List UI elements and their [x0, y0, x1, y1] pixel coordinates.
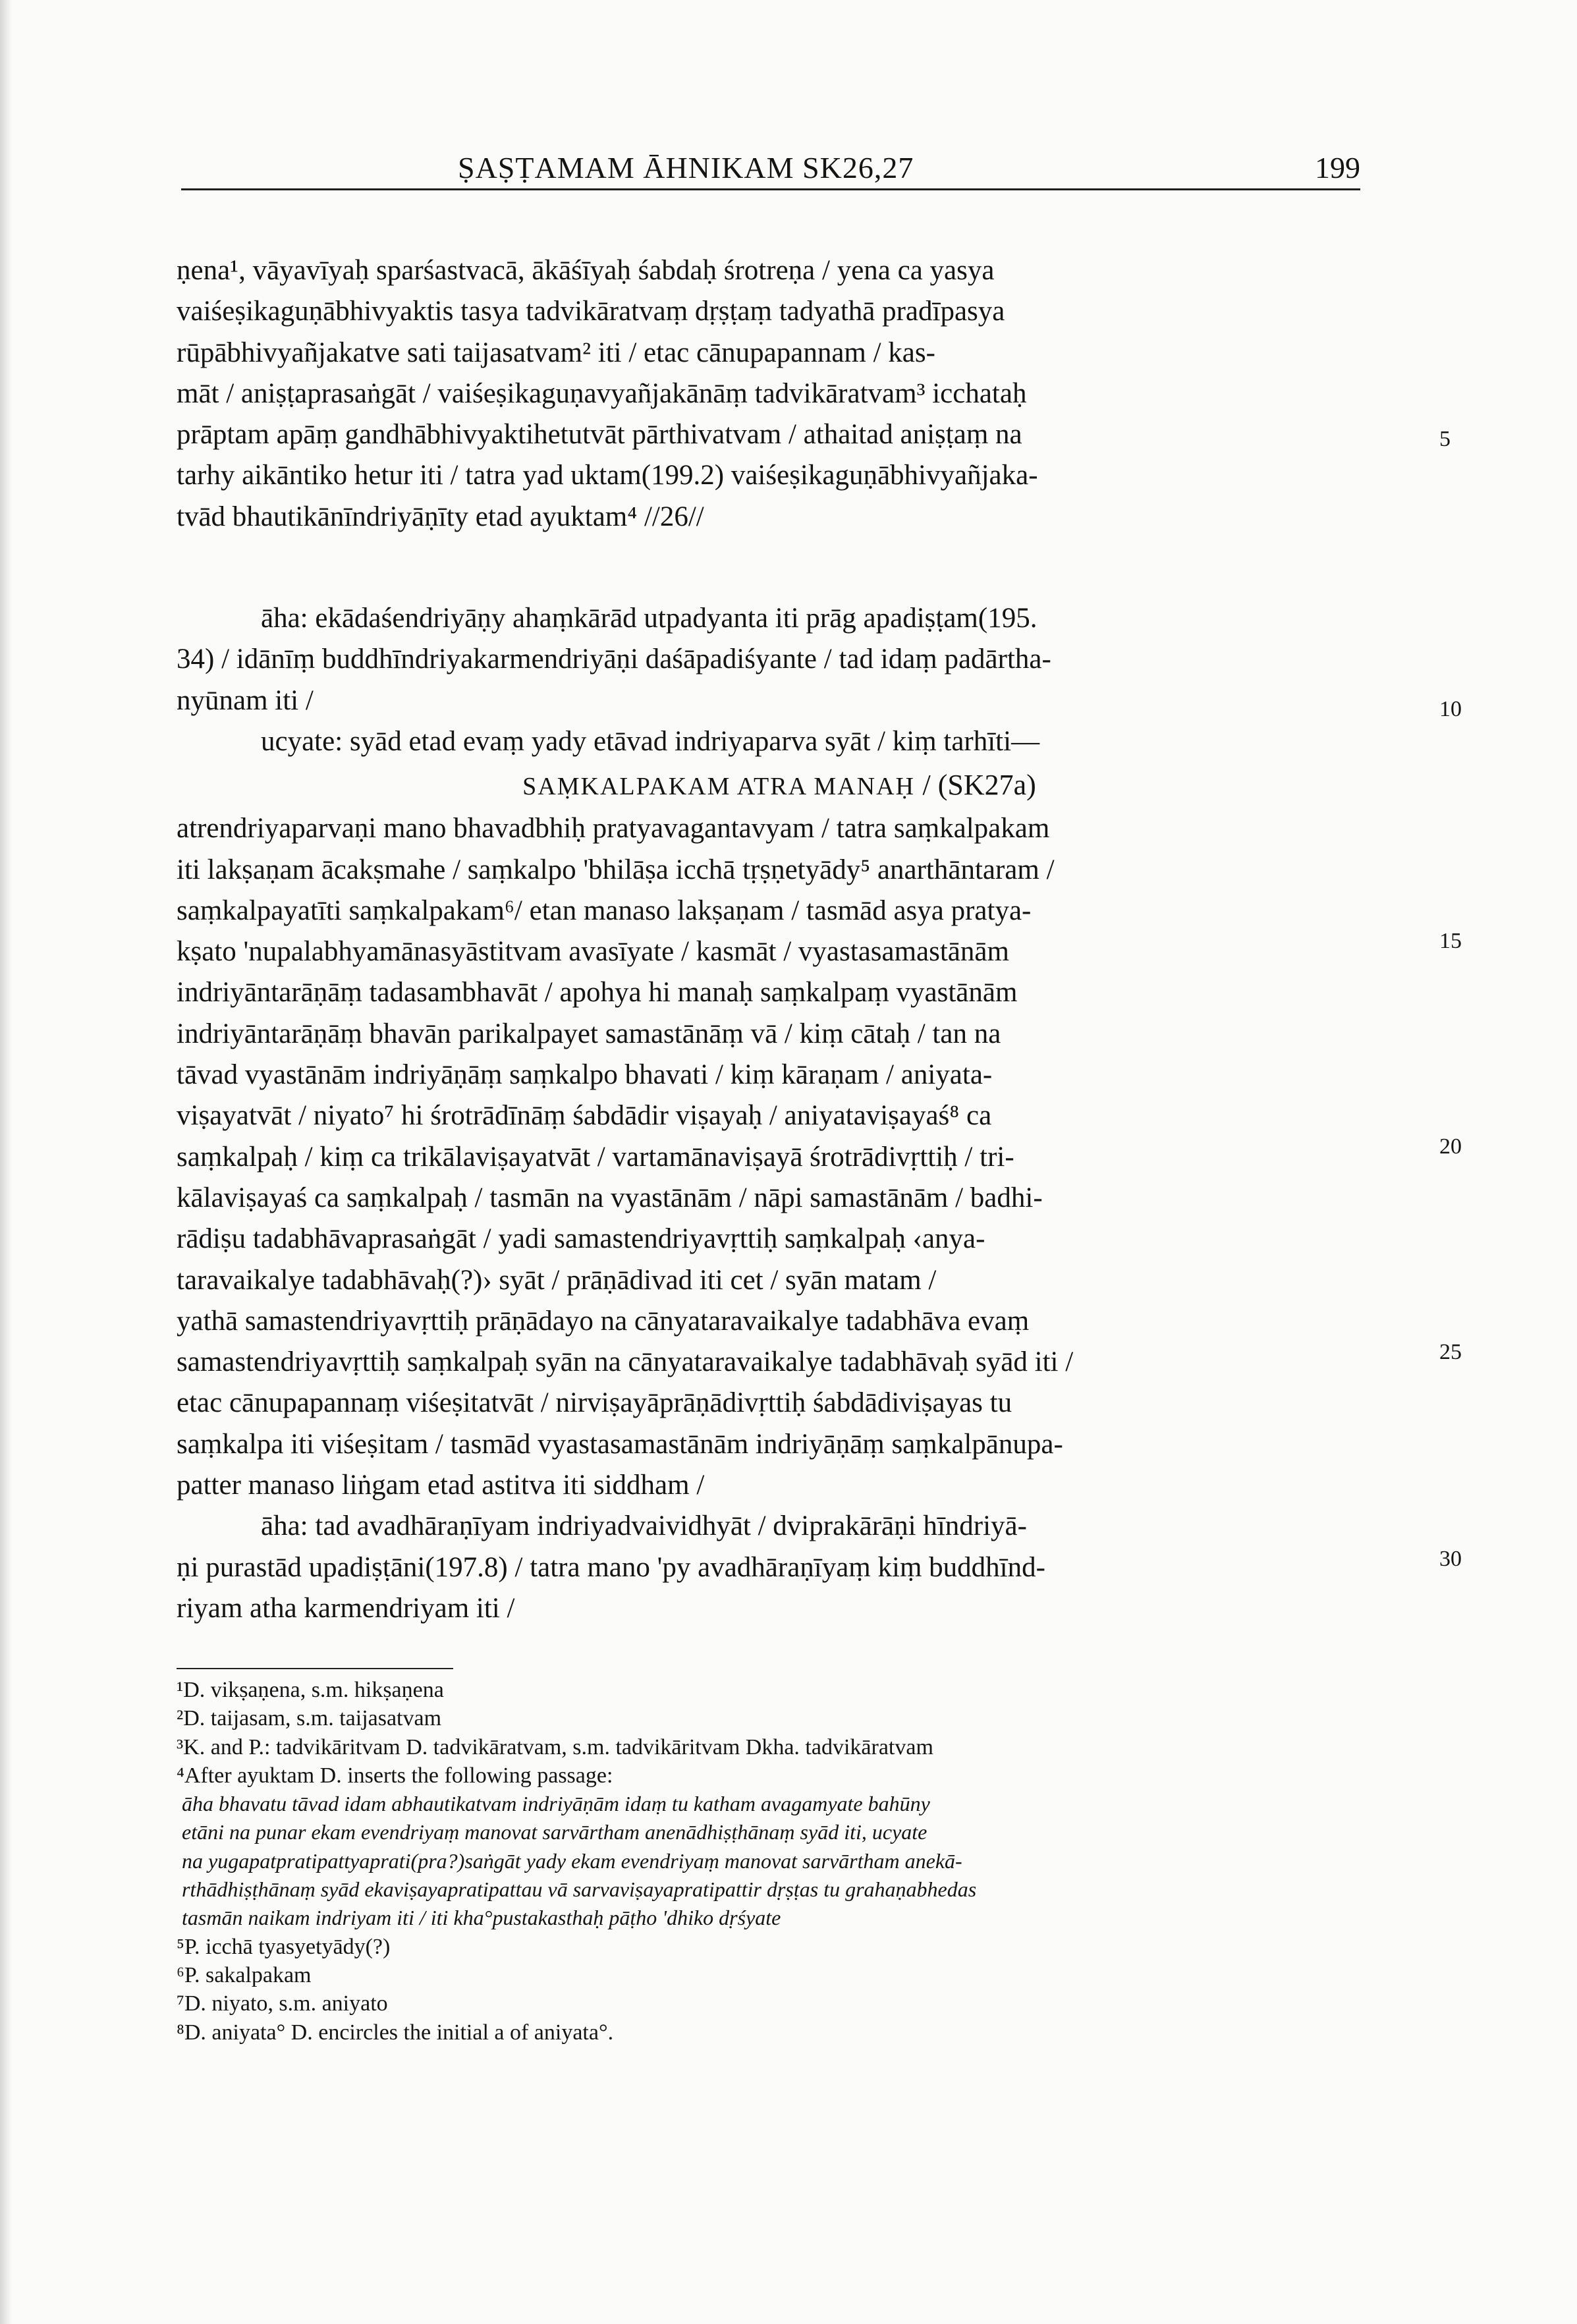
- text-line: āha: ekādaśendriyāṇy ahaṃkārād utpadyanta iti prāg apadiṣṭam(195.: [261, 603, 1038, 634]
- main-text: [177, 250, 1382, 1629]
- line-number: 5: [1439, 427, 1451, 451]
- footnote: ⁵P. icchā tyasyetyādy(?): [177, 1934, 391, 1959]
- text-line: 34) / idānīṃ buddhīndriyakarmendriyāṇi daśāpadiśyante / tad idaṃ padārtha-: [177, 644, 1051, 675]
- page-edge-shadow: [0, 0, 12, 2324]
- line-number: 20: [1439, 1134, 1462, 1159]
- text-line: vaiśeṣikaguṇābhivyaktis tasya tadvikāratvaṃ dṛṣṭaṃ tadyathā pradīpasya: [177, 296, 1005, 327]
- text-line: yathā samastendriyavṛttiḥ prāṇādayo na cānyataravaikalye tadabhāva evaṃ: [177, 1305, 1030, 1337]
- text-line: patter manaso liṅgam etad astitva iti siddham /: [177, 1470, 705, 1501]
- text-line: tarhy aikāntiko hetur iti / tatra yad uktam(199.2) vaiśeṣikaguṇābhivyañjaka-: [177, 460, 1038, 491]
- footnote: ⁴After ayuktam D. inserts the following passage:: [177, 1763, 613, 1788]
- footnote: ⁷D. niyato, s.m. aniyato: [177, 1991, 388, 2016]
- footnote: ⁸D. aniyata° D. encircles the initial a of aniyata°.: [177, 2020, 614, 2045]
- text-line: kṣato 'nupalabhyamānasyāstitvam avasīyate / kasmāt / vyastasamastānām: [177, 936, 1009, 968]
- footnote-passage-line: etāni na punar ekam evendriyaṃ manovat sarvārtham anenādhiṣṭhānaṃ syād iti, ucyate: [182, 1820, 927, 1844]
- text-line: nyūnam iti /: [177, 684, 314, 716]
- line-number: 15: [1439, 929, 1462, 953]
- text-line: ṇi purastād upadiṣṭāni(197.8) / tatra mano 'py avadhāraṇīyaṃ kiṃ buddhīnd-: [177, 1551, 1045, 1583]
- text-line: atrendriyaparvaṇi mano bhavadbhiḥ pratyavagantavyam / tatra saṃkalpakam: [177, 813, 1050, 844]
- text-line: viṣayatvāt / niyato⁷ hi śrotrādīnāṃ śabdādir viṣayaḥ / aniyataviṣayaś⁸ ca: [177, 1100, 992, 1132]
- footnote: ²D. taijasam, s.m. taijasatvam: [177, 1706, 442, 1731]
- paragraph-1: [177, 250, 1382, 538]
- text-line: tāvad vyastānām indriyāṇāṃ saṃkalpo bhavati / kiṃ kāraṇam / aniyata-: [177, 1059, 993, 1091]
- section-heading: [177, 762, 1382, 808]
- text-line: taravaikalye tadabhāvaḥ(?)› syāt / prāṇādivad iti cet / syān matam /: [177, 1264, 937, 1296]
- text-line: ṇena¹, vāyavīyaḥ sparśastvacā, ākāśīyaḥ śabdaḥ śrotreṇa / yena ca yasya: [177, 255, 995, 286]
- footnote: ³K. and P.: tadvikāritvam D. tadvikāratvam, s.m. tadvikāritvam Dkha. tadvikāratvam: [177, 1734, 933, 1759]
- text-line: samastendriyavṛttiḥ saṃkalpaḥ syān na cānyataravaikalye tadabhāvaḥ syād iti /: [177, 1346, 1074, 1378]
- paragraph-3: [177, 808, 1382, 1506]
- footnotes: [177, 1676, 1382, 2047]
- text-line: etac cānupapannaṃ viśeṣitatvāt / nirviṣayāprāṇādivṛttiḥ śabdādiviṣayas tu: [177, 1387, 1012, 1419]
- text-line: tvād bhautikānīndriyāṇīty etad ayuktam⁴ //26//: [177, 501, 704, 532]
- paragraph-gap: [177, 538, 1382, 598]
- text-line: iti lakṣaṇam ācakṣmahe / saṃkalpo 'bhilāṣa icchā tṛṣṇetyādy⁵ anarthāntaram /: [177, 854, 1055, 885]
- line-number: 30: [1439, 1547, 1462, 1571]
- paragraph-2: [177, 598, 1382, 762]
- footnote: ⁶P. sakalpakam: [177, 1962, 312, 1987]
- text-line: rādiṣu tadabhāvaprasaṅgāt / yadi samastendriyavṛttiḥ saṃkalpaḥ ‹anya-: [177, 1223, 985, 1255]
- header-title: ṢAṢṬAMAM ĀHNIKAM SK26,27: [458, 151, 914, 184]
- footnote: ¹D. vikṣaṇena, s.m. hikṣaṇena: [177, 1678, 444, 1702]
- footnote-passage-line: tasmān naikam indriyam iti / iti kha°pustakasthaḥ pāṭho 'dhiko dṛśyate: [182, 1906, 781, 1930]
- line-number: 25: [1439, 1340, 1462, 1364]
- line-number: 10: [1439, 697, 1462, 721]
- text-line: prāptam apāṃ gandhābhivyaktihetutvāt pārthivatvam / athaitad aniṣṭaṃ na: [177, 419, 1022, 451]
- footnote-passage-line: āha bhavatu tāvad idam abhautikatvam indriyāṇām idaṃ tu katham avagamyate bahūny: [182, 1792, 930, 1816]
- text-line: riyam atha karmendriyam iti /: [177, 1592, 515, 1624]
- text-line: rūpābhivyañjakatve sati taijasatvam² iti / etac cānupapannam / kas-: [177, 337, 935, 368]
- header-rule: [181, 188, 1360, 190]
- paragraph-4: [177, 1506, 1382, 1629]
- footnote-passage-line: rthādhiṣṭhānaṃ syād ekaviṣayapratipattau vā sarvaviṣayapratipattir dṛṣṭas tu grahaṇabhedas: [182, 1877, 977, 1902]
- page-number: 199: [1315, 151, 1360, 184]
- text-line: āha: tad avadhāraṇīyam indriyadvaividhyāt / dviprakārāṇi hīndriyā-: [261, 1510, 1027, 1542]
- text-line: ucyate: syād etad evaṃ yady etāvad indriyaparva syāt / kiṃ tarhīti—: [261, 725, 1040, 757]
- section-heading-text: SAṂKALPAKAM ATRA MANAḤ: [522, 773, 915, 801]
- text-line: māt / aniṣṭaprasaṅgāt / vaiśeṣikaguṇavyañjakānāṃ tadvikāratvam³ icchataḥ: [177, 377, 1027, 409]
- footnote-passage-line: na yugapatpratipattyaprati(pra?)saṅgāt yady ekam evendriyaṃ manovat sarvārtham anekā-: [182, 1848, 962, 1873]
- text-line: saṃkalpa iti viśeṣitam / tasmād vyastasamastānām indriyāṇāṃ saṃkalpānupa-: [177, 1428, 1063, 1460]
- text-line: kālaviṣayaś ca saṃkalpaḥ / tasmān na vyastānām / nāpi samastānām / badhi-: [177, 1182, 1043, 1213]
- text-line: saṃkalpaḥ / kiṃ ca trikālaviṣayatvāt / vartamānaviṣayā śrotrādivṛttiḥ / tri-: [177, 1141, 1014, 1173]
- text-line: indriyāntarāṇāṃ bhavān parikalpayet samastānāṃ vā / kiṃ cātaḥ / tan na: [177, 1018, 1001, 1049]
- text-line: indriyāntarāṇāṃ tadasambhavāt / apohya hi manaḥ saṃkalpaṃ vyastānām: [177, 977, 1018, 1009]
- running-header: [181, 150, 1360, 190]
- footnote-rule: [177, 1668, 453, 1669]
- text-line: saṃkalpayatīti saṃkalpakam⁶/ etan manaso lakṣaṇam / tasmād asya pratya-: [177, 895, 1032, 926]
- section-heading-ref: / (SK27a): [922, 769, 1036, 802]
